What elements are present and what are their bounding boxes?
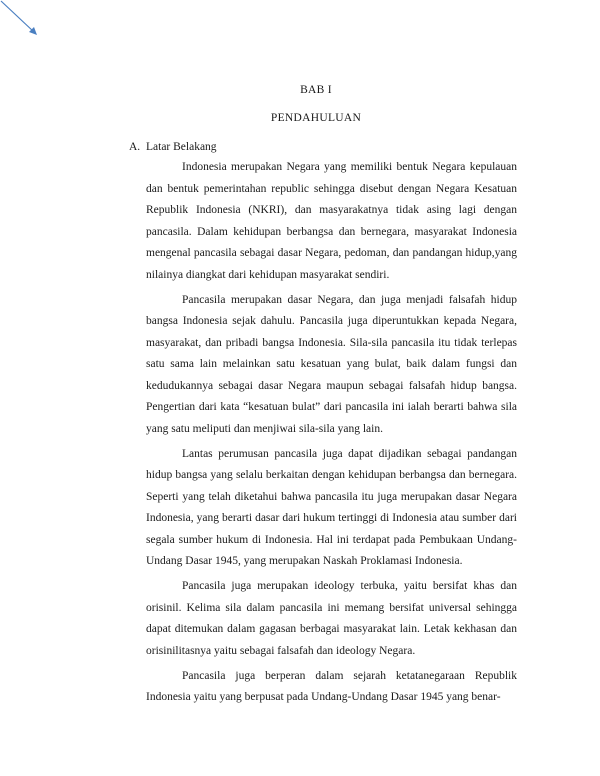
paragraph: Indonesia merupakan Negara yang memiliki bentuk Negara kepulauan dan bentuk pemerintahan republic sehingga disebut dengan Negara Kesatuan Republik Indonesia (NKRI), dan masyarakatnya tidak asing lagi dengan pancasila. Dalam kehidupan berbangsa dan bernegara, masyarakat Indonesia mengenal pancasila sebagai dasar Negara, pedoman, dan pandangan hidup,yang nilainya diangkat dari kehidupan masyarakat sendiri.: [146, 161, 517, 281]
chapter-number: BAB I: [300, 84, 332, 96]
section-label: A.: [129, 141, 141, 153]
section-title: Latar Belakang: [146, 141, 217, 153]
paragraph: Pancasila merupakan dasar Negara, dan juga menjadi falsafah hidup bangsa Indonesia sejak dahulu. Pancasila juga diperuntukkan kepada Negara, masyarakat, dan pribadi bangsa Indonesia. Sila-sila pancasila itu tidak terlepas satu sama lain melainkan satu kesatuan yang bulat, baik dalam fungsi dan kedudukannya sebagai dasar Negara maupun sebagai falsafah hidup bangsa. Pengertian dari kata “kesatuan bulat” dari pancasila ini ialah berarti bahwa sila yang satu meliputi dan menjiwai sila-sila yang lain.: [146, 293, 517, 435]
section-heading: [129, 141, 217, 153]
cursor-arrow-icon: [0, 0, 40, 40]
chapter-title: PENDAHULUAN: [270, 112, 362, 124]
paragraph: Lantas perumusan pancasila juga dapat dijadikan sebagai pandangan hidup bangsa yang selalu berkaitan dengan kehidupan berbangsa dan bernegara. Seperti yang telah diketahui bahwa pancasila itu juga merupakan dasar Negara Indonesia, yang berarti dasar dari hukum tertinggi di Indonesia atau sumber dari segala sumber hukum di Indonesia. Hal ini terdapat pada Pembukaan Undang-Undang Dasar 1945, yang merupakan Naskah Proklamasi Indonesia.: [146, 447, 517, 567]
paragraph: Pancasila juga berperan dalam sejarah ketatanegaraan Republik Indonesia yaitu yang berpusat pada Undang-Undang Dasar 1945 yang benar-: [146, 669, 517, 703]
body-text: [146, 157, 517, 712]
paragraph: Pancasila juga merupakan ideology terbuka, yaitu bersifat khas dan orisinil. Kelima sila dalam pancasila ini memang bersifat universal sehingga dapat ditemukan dalam gagasan berbagai masyarakat lain. Letak kekhasan dan orisinilitasnya yaitu sebagai falsafah dan ideology Negara.: [146, 580, 517, 657]
